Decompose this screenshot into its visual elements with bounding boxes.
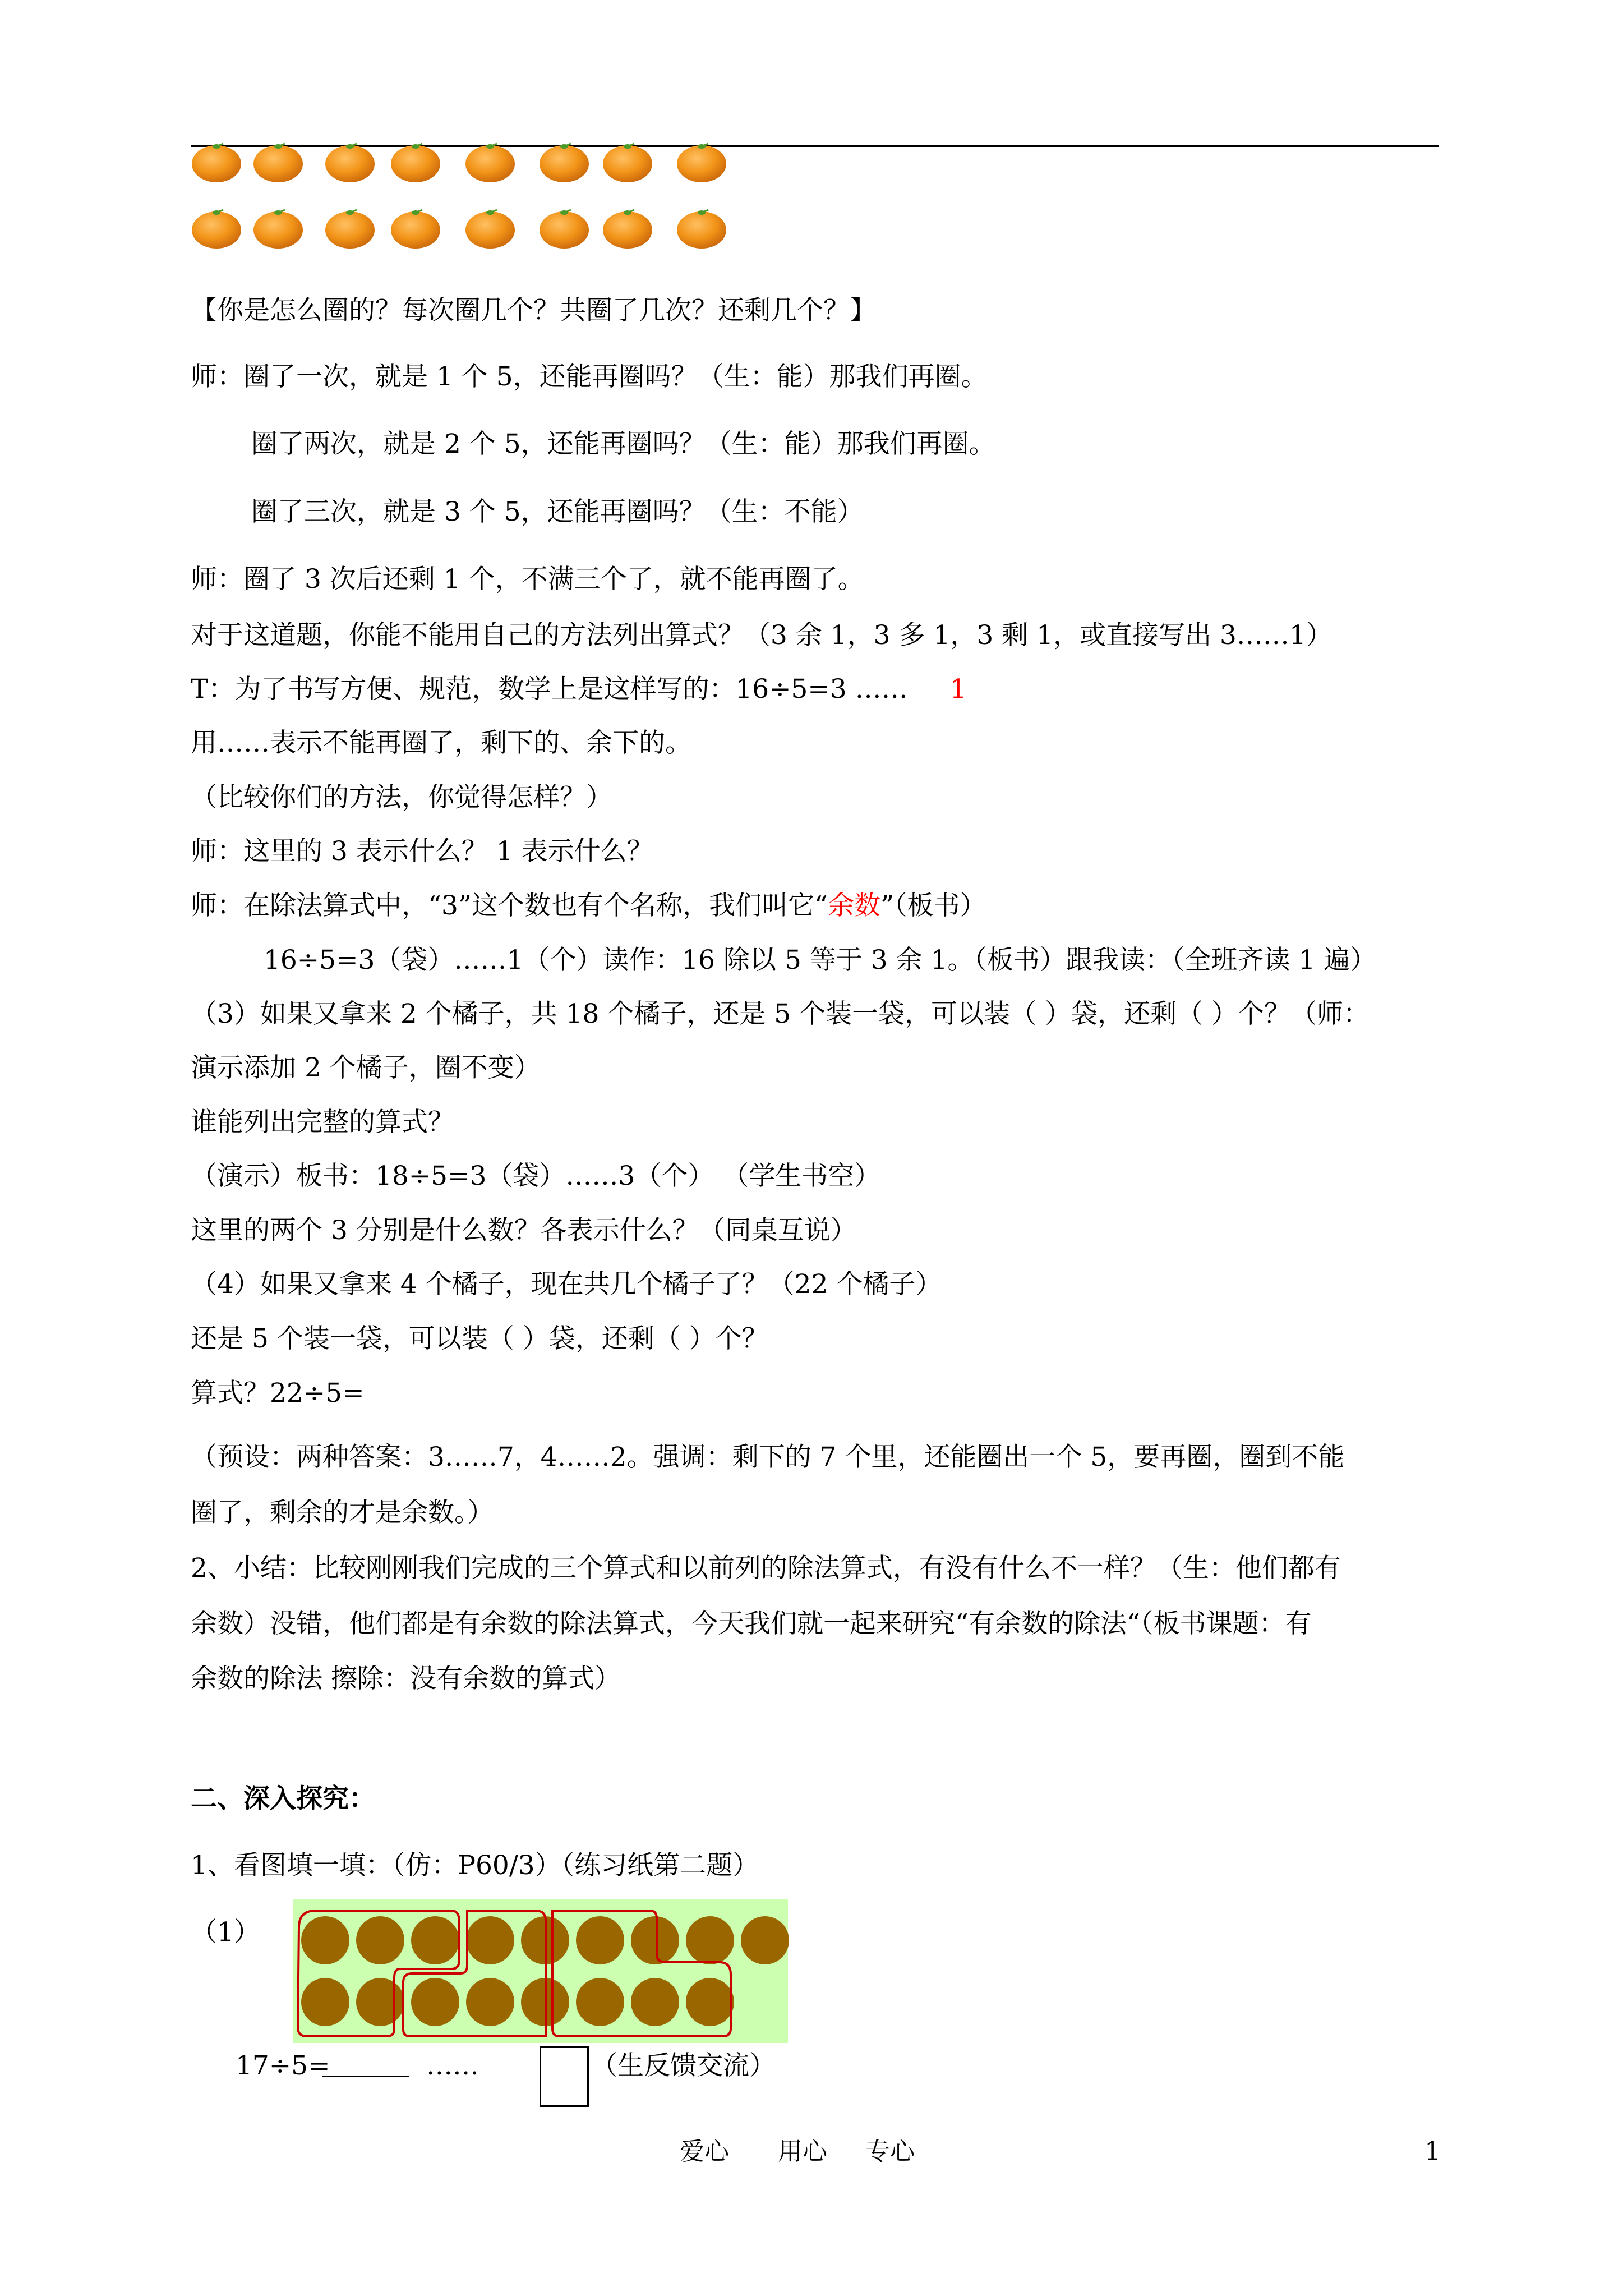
exercise-sub-label: （1） bbox=[191, 1917, 260, 1948]
grouping-loops bbox=[293, 1899, 788, 2043]
term-remainder: 余数 bbox=[828, 890, 880, 921]
remainder-value: 1 bbox=[949, 674, 967, 705]
orange-icon bbox=[191, 139, 242, 183]
equation-17-div-5: 17÷5= bbox=[236, 2050, 330, 2081]
exercise-1-text: 1、看图填一填：（仿：P60/3）（练习纸第二题） bbox=[191, 1850, 759, 1881]
text-line-4: 师：圈了 3 次后还剩 1 个，不满三个了，就不能再圈了。 bbox=[191, 564, 864, 595]
orange-icon bbox=[602, 139, 653, 183]
group-loop-3 bbox=[552, 1911, 731, 2036]
orange-icon bbox=[602, 205, 653, 250]
remainder-dots: …… bbox=[426, 2050, 479, 2081]
footer-left: 爱心 bbox=[680, 2137, 729, 2166]
orange-icon bbox=[464, 205, 516, 250]
orange-icon bbox=[538, 139, 590, 183]
text-line-10 bbox=[191, 888, 986, 924]
orange-row-1 bbox=[191, 139, 751, 189]
orange-icon bbox=[464, 139, 516, 183]
text-line-20: （预设：两种答案：3……7，4……2。强调：剩下的 7 个里，还能圈出一个 5，要再圈，圈到不能 bbox=[191, 1442, 1345, 1473]
page-number: 1 bbox=[1424, 2136, 1441, 2166]
definition-text: 师：在除法算式中，“3”这个数也有个名称，我们叫它“ bbox=[191, 890, 828, 921]
text-line-8: （比较你们的方法，你觉得怎样？） bbox=[191, 782, 612, 813]
orange-icon bbox=[252, 205, 304, 250]
footer-mid: 用心 bbox=[778, 2137, 827, 2166]
orange-icon bbox=[390, 139, 441, 183]
text-line-1: 师：圈了一次，就是 1 个 5，还能再圈吗？（生：能）那我们再圈。 bbox=[191, 361, 988, 392]
text-line-15: （演示）板书：18÷5=3（袋）……3（个） （学生书空） bbox=[191, 1161, 881, 1191]
footer-right: 专心 bbox=[865, 2137, 915, 2166]
equation-text: T：为了书写方便、规范，数学上是这样写的：16÷5=3 …… bbox=[191, 674, 908, 705]
group-loop-2 bbox=[403, 1911, 546, 2036]
text-line-22: 2、小结：比较刚刚我们完成的三个算式和以前列的除法算式，有没有什么不一样？（生：他们都有 bbox=[191, 1553, 1341, 1584]
text-line-6 bbox=[191, 671, 967, 707]
feedback-note: （生反馈交流） bbox=[591, 2050, 776, 2081]
text-line-11: 16÷5=3（袋）……1（个）读作：16 除以 5 等于 3 余 1。（板书）跟我读：（全班齐读 1 遍） bbox=[264, 945, 1377, 976]
circle-grouping-figure bbox=[293, 1899, 788, 2043]
text-line-18: 还是 5 个装一袋，可以装（ ）袋，还剩（ ）个？ bbox=[191, 1323, 768, 1354]
section-heading: 二、深入探究： bbox=[191, 1783, 375, 1814]
orange-icon bbox=[538, 205, 590, 250]
text-line-19: 算式？22÷5= bbox=[191, 1378, 365, 1409]
text-line-21: 圈了，剩余的才是余数。） bbox=[191, 1497, 494, 1528]
orange-row-2 bbox=[191, 205, 751, 255]
text-line-17: （4）如果又拿来 4 个橘子，现在共几个橘子了？（22 个橘子） bbox=[191, 1269, 942, 1300]
text-line-14: 谁能列出完整的算式？ bbox=[191, 1107, 454, 1138]
text-line-9: 师：这里的 3 表示什么？ 1 表示什么？ bbox=[191, 836, 653, 867]
remainder-box[interactable] bbox=[540, 2046, 589, 2107]
orange-icon bbox=[324, 205, 376, 250]
orange-icon bbox=[191, 205, 242, 250]
text-line-7: 用……表示不能再圈了，剩下的、余下的。 bbox=[191, 728, 691, 758]
text-line-24: 余数的除法 擦除：没有余数的算式） bbox=[191, 1663, 621, 1694]
definition-text-end: ”（板书） bbox=[880, 890, 986, 921]
text-line-5: 对于这道题，你能不能用自己的方法列出算式？（3 余 1，3 多 1，3 剩 1，或直接写出 3……1） bbox=[191, 620, 1332, 651]
text-line-13: 演示添加 2 个橘子，圈不变） bbox=[191, 1052, 541, 1083]
orange-icon bbox=[252, 139, 304, 183]
orange-icon bbox=[324, 139, 376, 183]
text-line-23: 余数）没错，他们都是有余数的除法算式，今天我们就一起来研究“有余数的除法“（板书课题：有 bbox=[191, 1608, 1312, 1639]
quotient-blank[interactable] bbox=[322, 2076, 409, 2077]
orange-icon bbox=[676, 139, 727, 183]
text-line-2: 圈了两次，就是 2 个 5，还能再圈吗？（生：能）那我们再圈。 bbox=[251, 429, 995, 459]
text-line-12: （3）如果又拿来 2 个橘子，共 18 个橘子，还是 5 个装一袋，可以装（ ）袋，还剩（ ）个？（师： bbox=[191, 999, 1370, 1029]
text-line-3: 圈了三次，就是 3 个 5，还能再圈吗？（生：不能） bbox=[251, 496, 864, 527]
orange-icon bbox=[676, 205, 727, 250]
question-prompt: 【你是怎么圈的？每次圈几个？共圈了几次？还剩几个？】 bbox=[191, 295, 876, 326]
orange-icon bbox=[390, 205, 441, 250]
text-line-16: 这里的两个 3 分别是什么数？各表示什么？（同桌互说） bbox=[191, 1215, 857, 1246]
